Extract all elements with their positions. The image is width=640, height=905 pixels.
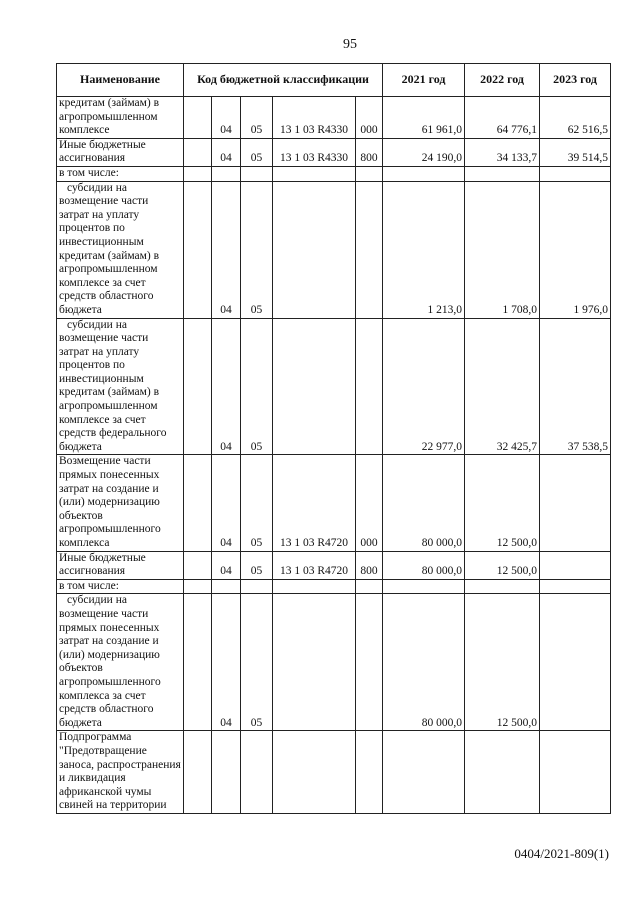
code-subsection: 05 <box>241 551 273 579</box>
code-subsection: 05 <box>241 594 273 731</box>
code-expense-type <box>356 318 383 455</box>
code-blank <box>184 138 212 166</box>
value-2022: 12 500,0 <box>465 455 540 551</box>
value-2021 <box>383 579 465 594</box>
value-2022 <box>465 731 540 814</box>
row-name: Иные бюджетные ассигнования <box>57 551 184 579</box>
value-2021: 22 977,0 <box>383 318 465 455</box>
value-2023 <box>540 594 611 731</box>
value-2023 <box>540 166 611 181</box>
code-blank <box>184 181 212 318</box>
row-name: в том числе: <box>57 579 184 594</box>
code-blank <box>184 731 212 814</box>
code-subsection: 05 <box>241 138 273 166</box>
code-expense-type <box>356 594 383 731</box>
table-row <box>57 181 611 318</box>
code-blank <box>184 579 212 594</box>
value-2021: 80 000,0 <box>383 594 465 731</box>
code-expense-type: 000 <box>356 97 383 139</box>
code-section: 04 <box>212 318 241 455</box>
header-2021: 2021 год <box>383 64 465 97</box>
value-2023: 39 514,5 <box>540 138 611 166</box>
code-blank <box>184 551 212 579</box>
value-2023: 37 538,5 <box>540 318 611 455</box>
code-target: 13 1 03 R4720 <box>273 455 356 551</box>
page-number: 95 <box>343 37 357 52</box>
code-section: 04 <box>212 551 241 579</box>
code-expense-type: 000 <box>356 455 383 551</box>
row-name: Иные бюджетные ассигнования <box>57 138 184 166</box>
table-row <box>57 455 611 551</box>
value-2023 <box>540 551 611 579</box>
value-2023 <box>540 579 611 594</box>
row-name: Подпрограмма "Предотвращение заноса, распространения и ликвидация африканской чумы свиней на территории <box>57 731 184 814</box>
table-row <box>57 551 611 579</box>
value-2021 <box>383 166 465 181</box>
code-section: 04 <box>212 455 241 551</box>
table-row <box>57 138 611 166</box>
code-target <box>273 594 356 731</box>
value-2022: 64 776,1 <box>465 97 540 139</box>
code-section <box>212 166 241 181</box>
code-subsection <box>241 731 273 814</box>
code-target <box>273 166 356 181</box>
table-row <box>57 166 611 181</box>
code-subsection <box>241 579 273 594</box>
value-2023: 1 976,0 <box>540 181 611 318</box>
code-target <box>273 181 356 318</box>
row-name: Возмещение части прямых понесенных затрат на создание и (или) модернизацию объектов агропромышленного комплекса <box>57 455 184 551</box>
code-expense-type <box>356 181 383 318</box>
value-2022: 12 500,0 <box>465 594 540 731</box>
header-2023: 2023 год <box>540 64 611 97</box>
row-name: в том числе: <box>57 166 184 181</box>
table-header-row <box>57 64 611 97</box>
code-subsection <box>241 166 273 181</box>
code-section <box>212 579 241 594</box>
row-name: субсидии на возмещение части прямых понесенных затрат на создание и (или) модернизацию объектов агропромышленного комплекса за счет средств областного бюджета <box>57 594 184 731</box>
code-section <box>212 731 241 814</box>
code-subsection: 05 <box>241 318 273 455</box>
value-2022: 1 708,0 <box>465 181 540 318</box>
value-2021: 24 190,0 <box>383 138 465 166</box>
code-subsection: 05 <box>241 97 273 139</box>
code-section: 04 <box>212 138 241 166</box>
code-section: 04 <box>212 97 241 139</box>
code-expense-type <box>356 166 383 181</box>
value-2022: 12 500,0 <box>465 551 540 579</box>
value-2021 <box>383 731 465 814</box>
table-row <box>57 731 611 814</box>
value-2023 <box>540 731 611 814</box>
code-expense-type: 800 <box>356 551 383 579</box>
code-expense-type <box>356 731 383 814</box>
code-target <box>273 318 356 455</box>
code-blank <box>184 97 212 139</box>
value-2021: 61 961,0 <box>383 97 465 139</box>
row-name: субсидии на возмещение части затрат на уплату процентов по инвестиционным кредитам (займам) в агропромышленном комплексе за счет средств федерального бюджета <box>57 318 184 455</box>
budget-table <box>56 63 611 814</box>
header-2022: 2022 год <box>465 64 540 97</box>
code-subsection: 05 <box>241 181 273 318</box>
header-code: Код бюджетной классификации <box>184 64 383 97</box>
row-name: субсидии на возмещение части затрат на уплату процентов по инвестиционным кредитам (займам) в агропромышленном комплексе за счет средств областного бюджета <box>57 181 184 318</box>
code-blank <box>184 318 212 455</box>
value-2021: 80 000,0 <box>383 455 465 551</box>
value-2023 <box>540 455 611 551</box>
code-target <box>273 579 356 594</box>
code-subsection: 05 <box>241 455 273 551</box>
code-expense-type: 800 <box>356 138 383 166</box>
code-section: 04 <box>212 181 241 318</box>
header-name: Наименование <box>57 64 184 97</box>
value-2023: 62 516,5 <box>540 97 611 139</box>
code-target: 13 1 03 R4330 <box>273 138 356 166</box>
code-target: 13 1 03 R4330 <box>273 97 356 139</box>
value-2022 <box>465 166 540 181</box>
code-expense-type <box>356 579 383 594</box>
code-section: 04 <box>212 594 241 731</box>
code-blank <box>184 455 212 551</box>
table-row <box>57 579 611 594</box>
table-row <box>57 594 611 731</box>
value-2021: 1 213,0 <box>383 181 465 318</box>
code-target <box>273 731 356 814</box>
table-row <box>57 97 611 139</box>
value-2021: 80 000,0 <box>383 551 465 579</box>
value-2022: 34 133,7 <box>465 138 540 166</box>
code-blank <box>184 594 212 731</box>
document-code: 0404/2021-809(1) <box>514 846 609 861</box>
value-2022: 32 425,7 <box>465 318 540 455</box>
code-blank <box>184 166 212 181</box>
row-name: кредитам (займам) в агропромышленном комплексе <box>57 97 184 139</box>
value-2022 <box>465 579 540 594</box>
code-target: 13 1 03 R4720 <box>273 551 356 579</box>
table-row <box>57 318 611 455</box>
